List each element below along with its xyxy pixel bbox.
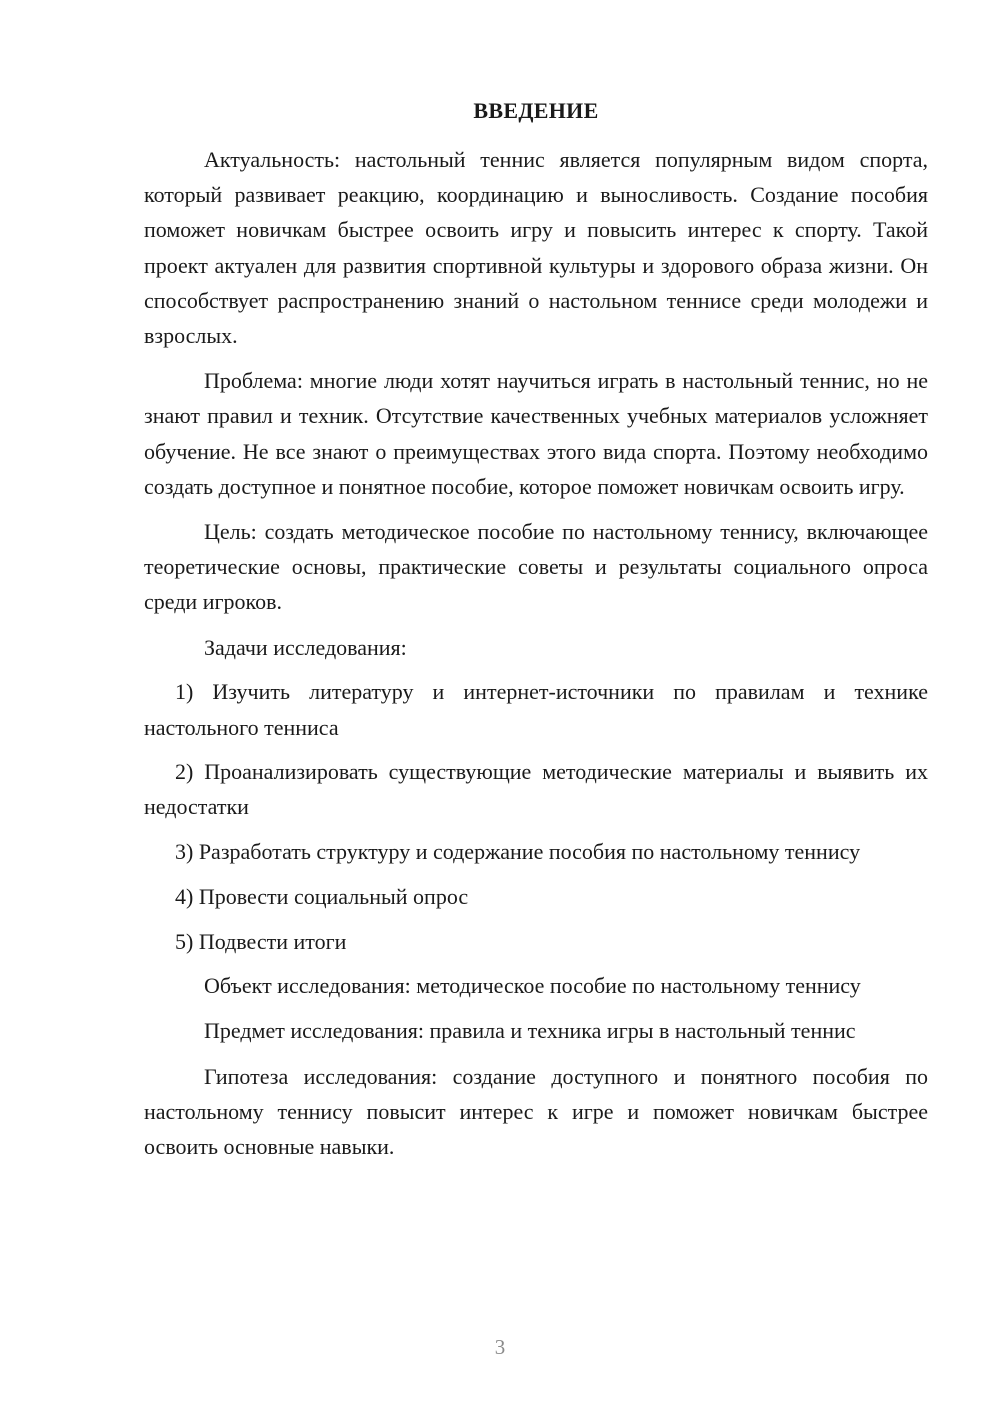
page-title: ВВЕДЕНИЕ <box>473 98 599 123</box>
task-item-2: 2) Проанализировать существующие методические материалы и выявить их недостатки <box>144 759 928 820</box>
research-object-paragraph: Объект исследования: методическое пособие по настольному теннису <box>204 973 861 999</box>
relevance-paragraph: Актуальность: настольный теннис является популярным видом спорта, который развивает реакцию, координацию и выносливость. Создание пособия поможет новичкам быстрее освоить игру и повысить интерес к спорту. Такой проект актуален для развития спортивной культуры и здорового образа жизни. Он способствует распространению знаний о настольном теннисе среди молодежи и взрослых. <box>144 147 928 349</box>
research-subject-paragraph: Предмет исследования: правила и техника игры в настольный теннис <box>204 1018 856 1044</box>
hypothesis-paragraph: Гипотеза исследования: создание доступного и понятного пособия по настольному теннису повысит интерес к игре и поможет новичкам быстрее освоить основные навыки. <box>144 1063 928 1160</box>
task-item-1: 1) Изучить литературу и интернет-источники по правилам и технике настольного тенниса <box>144 679 928 740</box>
document-page <box>144 94 928 1164</box>
page-number: 3 <box>494 1335 506 1359</box>
problem-paragraph: Проблема: многие люди хотят научиться играть в настольный теннис, но не знают правил и техник. Отсутствие качественных учебных материалов усложняет обучение. Не все знают о преимуществах этого вида спорта. Поэтому необходимо создать доступное и понятное пособие, которое поможет новичкам освоить игру. <box>144 368 928 499</box>
goal-paragraph: Цель: создать методическое пособие по настольному теннису, включающее теоретические основы, практические советы и результаты социального опроса среди игроков. <box>144 519 928 615</box>
task-item-3: 3) Разработать структуру и содержание пособия по настольному теннису <box>175 839 861 865</box>
task-item-4: 4) Провести социальный опрос <box>175 883 469 909</box>
task-item-5: 5) Подвести итоги <box>175 928 347 954</box>
tasks-title: Задачи исследования: <box>204 634 407 660</box>
